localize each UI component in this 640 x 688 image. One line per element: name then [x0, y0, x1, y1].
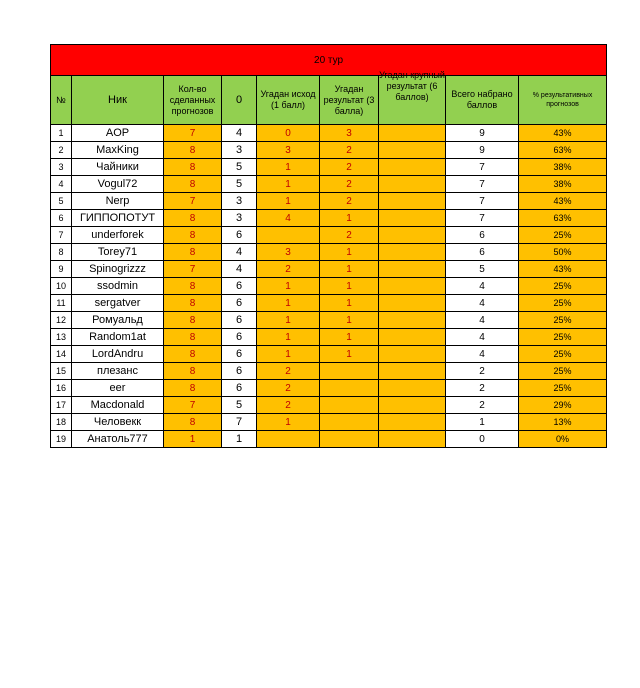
cell-outcome: 0 [257, 125, 320, 142]
cell-total: 9 [446, 142, 519, 159]
cell-zero: 6 [222, 380, 257, 397]
cell-result: 1 [320, 261, 379, 278]
cell-big-result [379, 125, 446, 142]
cell-made: 8 [164, 363, 222, 380]
table-row [51, 261, 607, 278]
cell-big-result [379, 210, 446, 227]
cell-result: 1 [320, 210, 379, 227]
cell-total: 7 [446, 176, 519, 193]
cell-zero: 4 [222, 244, 257, 261]
cell-nick: sergatver [72, 295, 164, 312]
cell-made: 7 [164, 261, 222, 278]
cell-outcome: 2 [257, 261, 320, 278]
cell-num: 19 [51, 431, 72, 448]
cell-outcome: 1 [257, 159, 320, 176]
cell-result: 2 [320, 159, 379, 176]
cell-pct: 38% [519, 159, 607, 176]
cell-pct: 0% [519, 431, 607, 448]
cell-total: 6 [446, 227, 519, 244]
cell-nick: eer [72, 380, 164, 397]
cell-made: 7 [164, 193, 222, 210]
cell-pct: 25% [519, 278, 607, 295]
header-row [51, 76, 607, 125]
cell-nick: ssodmin [72, 278, 164, 295]
cell-big-result [379, 329, 446, 346]
cell-pct: 43% [519, 125, 607, 142]
cell-outcome: 2 [257, 397, 320, 414]
cell-big-result [379, 261, 446, 278]
cell-zero: 5 [222, 176, 257, 193]
cell-result: 1 [320, 295, 379, 312]
cell-zero: 6 [222, 278, 257, 295]
cell-nick: плезанс [72, 363, 164, 380]
table-row [51, 159, 607, 176]
cell-made: 1 [164, 431, 222, 448]
table-row [51, 210, 607, 227]
cell-pct: 25% [519, 380, 607, 397]
cell-result: 2 [320, 176, 379, 193]
cell-big-result [379, 176, 446, 193]
results-table [50, 44, 607, 448]
cell-total: 7 [446, 193, 519, 210]
cell-nick: Ромуальд [72, 312, 164, 329]
cell-big-result [379, 244, 446, 261]
cell-made: 8 [164, 346, 222, 363]
cell-pct: 25% [519, 363, 607, 380]
table-row [51, 329, 607, 346]
cell-nick: Random1at [72, 329, 164, 346]
cell-zero: 6 [222, 346, 257, 363]
cell-pct: 25% [519, 295, 607, 312]
cell-big-result [379, 142, 446, 159]
cell-outcome: 3 [257, 142, 320, 159]
cell-made: 7 [164, 125, 222, 142]
cell-total: 7 [446, 159, 519, 176]
table-row [51, 295, 607, 312]
cell-pct: 63% [519, 142, 607, 159]
cell-total: 4 [446, 312, 519, 329]
cell-pct: 43% [519, 261, 607, 278]
cell-zero: 5 [222, 159, 257, 176]
header-outcome: Угадан исход (1 балл) [257, 76, 320, 125]
cell-nick: Vogul72 [72, 176, 164, 193]
cell-outcome [257, 431, 320, 448]
table-row [51, 125, 607, 142]
cell-zero: 7 [222, 414, 257, 431]
cell-outcome: 1 [257, 329, 320, 346]
cell-pct: 25% [519, 329, 607, 346]
cell-nick: Torey71 [72, 244, 164, 261]
header-zero: 0 [222, 76, 257, 125]
cell-num: 2 [51, 142, 72, 159]
cell-total: 4 [446, 295, 519, 312]
cell-big-result [379, 312, 446, 329]
cell-made: 8 [164, 295, 222, 312]
cell-zero: 3 [222, 193, 257, 210]
table-row [51, 176, 607, 193]
cell-total: 4 [446, 329, 519, 346]
header-pct: % результативных прогнозов [519, 76, 607, 125]
cell-nick: MaxKing [72, 142, 164, 159]
table-row [51, 227, 607, 244]
cell-total: 6 [446, 244, 519, 261]
cell-total: 4 [446, 346, 519, 363]
cell-pct: 25% [519, 312, 607, 329]
cell-num: 16 [51, 380, 72, 397]
cell-pct: 25% [519, 346, 607, 363]
cell-made: 8 [164, 227, 222, 244]
cell-big-result [379, 295, 446, 312]
cell-pct: 50% [519, 244, 607, 261]
cell-num: 4 [51, 176, 72, 193]
cell-num: 6 [51, 210, 72, 227]
cell-made: 7 [164, 397, 222, 414]
cell-zero: 6 [222, 295, 257, 312]
cell-zero: 1 [222, 431, 257, 448]
cell-total: 1 [446, 414, 519, 431]
table-row [51, 244, 607, 261]
cell-pct: 63% [519, 210, 607, 227]
table-row [51, 414, 607, 431]
cell-nick: Анатоль777 [72, 431, 164, 448]
cell-zero: 6 [222, 329, 257, 346]
cell-nick: Чайники [72, 159, 164, 176]
cell-big-result [379, 193, 446, 210]
cell-pct: 29% [519, 397, 607, 414]
cell-result [320, 414, 379, 431]
cell-num: 17 [51, 397, 72, 414]
cell-big-result [379, 363, 446, 380]
cell-zero: 6 [222, 312, 257, 329]
cell-result [320, 380, 379, 397]
cell-nick: Человекк [72, 414, 164, 431]
cell-made: 8 [164, 312, 222, 329]
cell-result: 2 [320, 193, 379, 210]
cell-result: 1 [320, 329, 379, 346]
header-total: Всего набрано баллов [446, 76, 519, 125]
cell-num: 18 [51, 414, 72, 431]
cell-made: 8 [164, 380, 222, 397]
table-row [51, 278, 607, 295]
table-title: 20 тур [51, 45, 607, 76]
cell-outcome: 1 [257, 295, 320, 312]
cell-pct: 25% [519, 227, 607, 244]
cell-big-result [379, 431, 446, 448]
cell-outcome: 1 [257, 278, 320, 295]
cell-num: 14 [51, 346, 72, 363]
cell-made: 8 [164, 244, 222, 261]
cell-zero: 3 [222, 142, 257, 159]
cell-big-result [379, 159, 446, 176]
cell-made: 8 [164, 278, 222, 295]
cell-total: 0 [446, 431, 519, 448]
header-big-result-label: Угадан крупный результат (6 баллов) [379, 70, 445, 102]
cell-big-result [379, 397, 446, 414]
cell-num: 3 [51, 159, 72, 176]
cell-outcome: 1 [257, 414, 320, 431]
cell-big-result [379, 278, 446, 295]
cell-num: 1 [51, 125, 72, 142]
cell-nick: AOP [72, 125, 164, 142]
cell-zero: 4 [222, 261, 257, 278]
cell-result: 2 [320, 227, 379, 244]
cell-made: 8 [164, 329, 222, 346]
table-row [51, 193, 607, 210]
cell-nick: Nerp [72, 193, 164, 210]
cell-outcome: 4 [257, 210, 320, 227]
cell-total: 2 [446, 363, 519, 380]
cell-result: 3 [320, 125, 379, 142]
cell-outcome [257, 227, 320, 244]
header-num: № [51, 76, 72, 125]
cell-total: 4 [446, 278, 519, 295]
cell-made: 8 [164, 414, 222, 431]
cell-nick: ГИППОПОТУТ [72, 210, 164, 227]
cell-nick: LordAndru [72, 346, 164, 363]
cell-big-result [379, 227, 446, 244]
cell-num: 8 [51, 244, 72, 261]
cell-big-result [379, 414, 446, 431]
cell-made: 8 [164, 210, 222, 227]
cell-outcome: 1 [257, 176, 320, 193]
cell-zero: 6 [222, 363, 257, 380]
cell-total: 5 [446, 261, 519, 278]
cell-total: 7 [446, 210, 519, 227]
cell-num: 7 [51, 227, 72, 244]
header-made: Кол-во сделанных прогнозов [164, 76, 222, 125]
cell-outcome: 3 [257, 244, 320, 261]
cell-outcome: 2 [257, 363, 320, 380]
cell-made: 8 [164, 142, 222, 159]
cell-num: 15 [51, 363, 72, 380]
table-row [51, 431, 607, 448]
cell-result: 2 [320, 142, 379, 159]
cell-big-result [379, 380, 446, 397]
cell-outcome: 1 [257, 312, 320, 329]
header-nick: Ник [72, 76, 164, 125]
cell-num: 5 [51, 193, 72, 210]
cell-result: 1 [320, 244, 379, 261]
cell-num: 10 [51, 278, 72, 295]
cell-made: 8 [164, 159, 222, 176]
cell-result: 1 [320, 346, 379, 363]
cell-nick: Macdonald [72, 397, 164, 414]
cell-zero: 4 [222, 125, 257, 142]
cell-zero: 5 [222, 397, 257, 414]
table-row [51, 312, 607, 329]
cell-num: 9 [51, 261, 72, 278]
cell-num: 12 [51, 312, 72, 329]
table-row [51, 397, 607, 414]
cell-total: 9 [446, 125, 519, 142]
cell-outcome: 1 [257, 193, 320, 210]
cell-result [320, 363, 379, 380]
cell-num: 11 [51, 295, 72, 312]
cell-zero: 6 [222, 227, 257, 244]
cell-result [320, 431, 379, 448]
cell-result: 1 [320, 312, 379, 329]
header-result: Угадан результат (3 балла) [320, 76, 379, 125]
cell-num: 13 [51, 329, 72, 346]
cell-zero: 3 [222, 210, 257, 227]
cell-pct: 38% [519, 176, 607, 193]
cell-total: 2 [446, 380, 519, 397]
cell-nick: Spinogrizzz [72, 261, 164, 278]
cell-total: 2 [446, 397, 519, 414]
table-row [51, 363, 607, 380]
table-row [51, 380, 607, 397]
table-row [51, 346, 607, 363]
cell-made: 8 [164, 176, 222, 193]
cell-result: 1 [320, 278, 379, 295]
cell-result [320, 397, 379, 414]
cell-outcome: 1 [257, 346, 320, 363]
cell-big-result [379, 346, 446, 363]
cell-pct: 43% [519, 193, 607, 210]
cell-nick: underforek [72, 227, 164, 244]
table-row [51, 142, 607, 159]
header-big-result [379, 70, 446, 125]
cell-outcome: 2 [257, 380, 320, 397]
cell-pct: 13% [519, 414, 607, 431]
